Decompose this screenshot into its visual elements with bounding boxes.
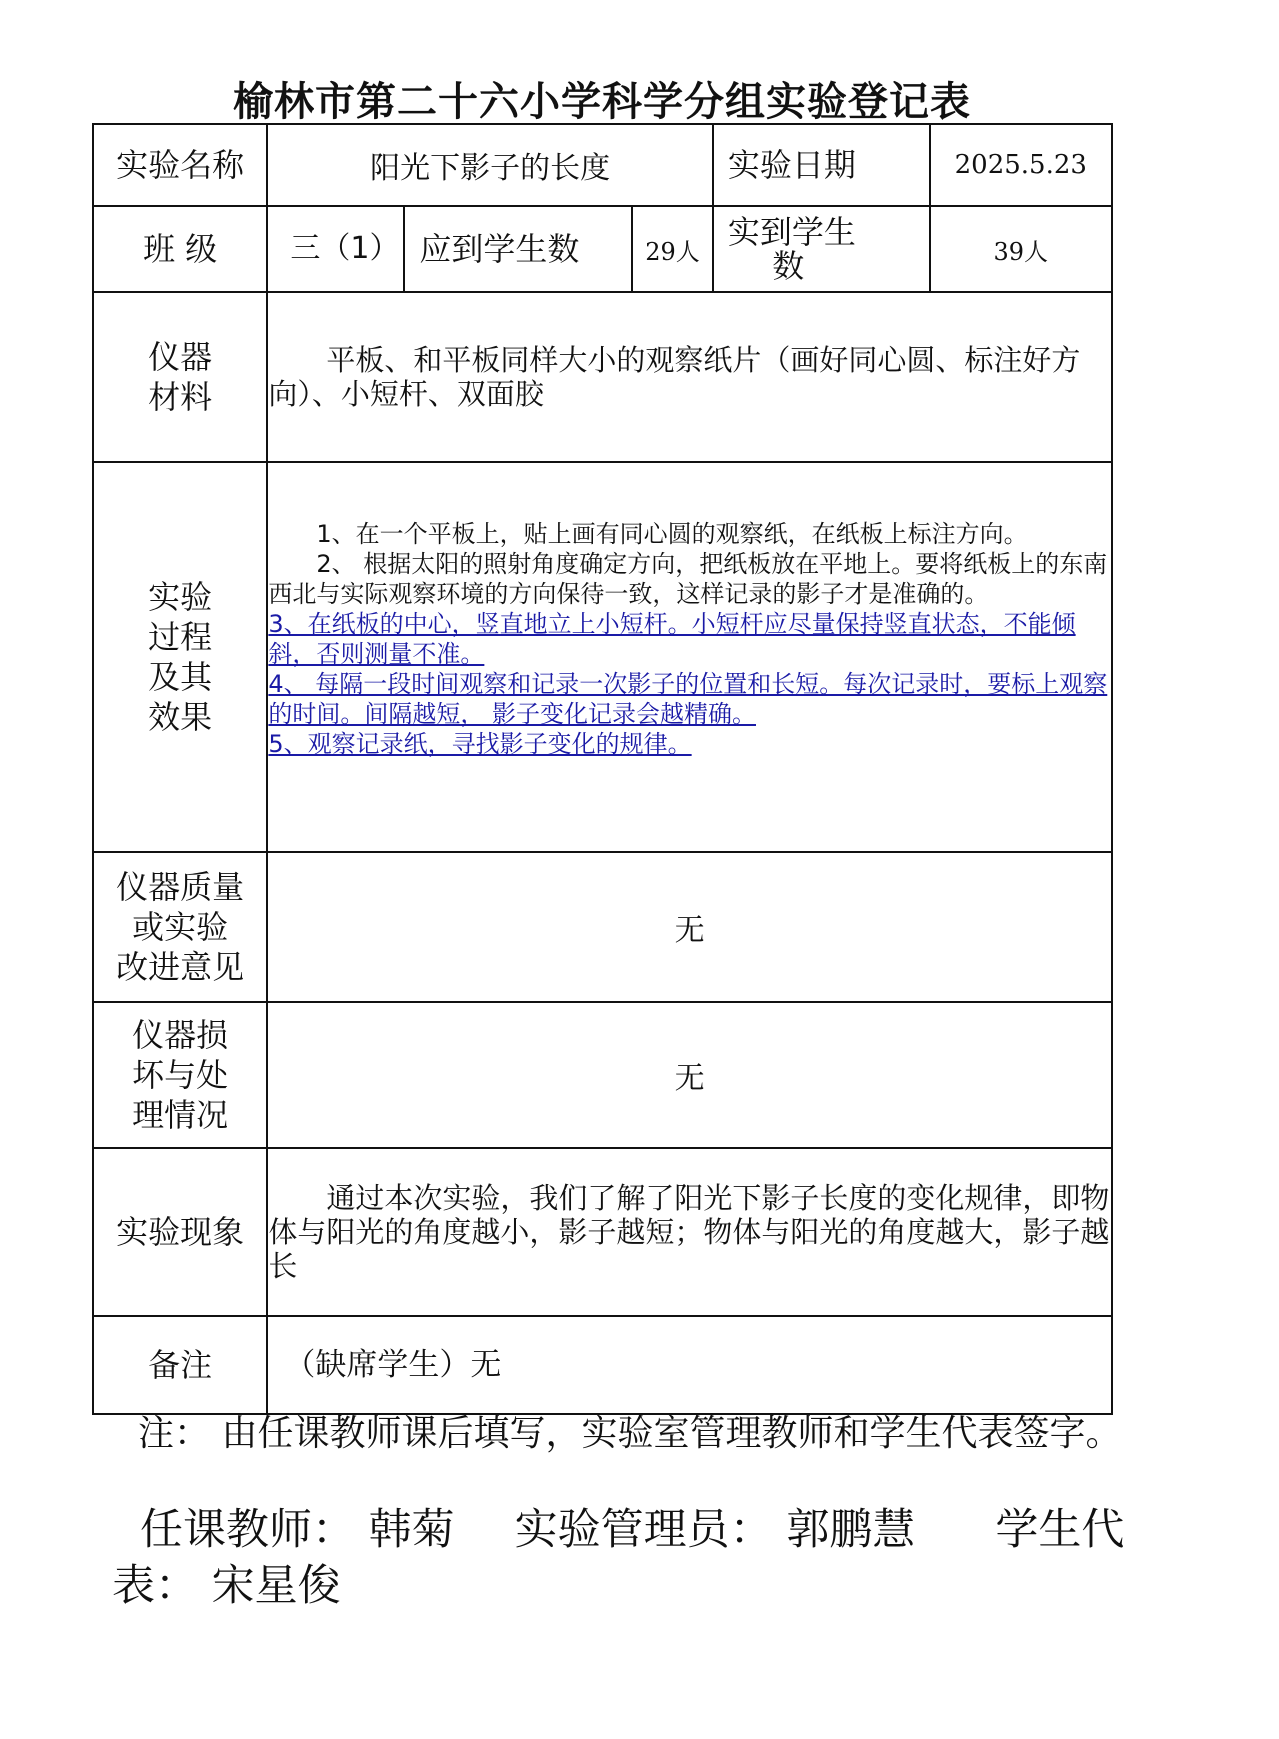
teacher-signature: 任课教师： 韩菊 — [140, 1505, 455, 1555]
experiment-record-table — [92, 123, 1113, 1415]
process-steps — [267, 462, 1112, 852]
quality-value: 无 — [267, 852, 1112, 1002]
row-class — [93, 206, 1112, 292]
experiment-date-label: 实验日期 — [713, 124, 930, 206]
row-damage — [93, 1002, 1112, 1148]
process-step: 2、 根据太阳的照射角度确定方向，把纸板放在平地上。要将纸板上的东南西北与实际观察环境的方向保待一致，这样记录的影子才是准确的。 — [268, 550, 1108, 608]
phenomenon-label: 实验现象 — [93, 1148, 267, 1316]
row-phenomenon — [93, 1148, 1112, 1316]
class-label: 班 级 — [93, 206, 267, 292]
process-step: 4、 每隔一段时间观察和记录一次影子的位置和长短。每次记录时，要标上观察的时间。间隔越短， 影子变化记录会越精确。 — [268, 670, 1108, 728]
quality-label: 仪器质量 或实验 改进意见 — [93, 852, 267, 1002]
row-remarks — [93, 1316, 1112, 1414]
process-step: 5、观察记录纸，寻找影子变化的规律。 — [268, 730, 692, 758]
expected-students-label: 应到学生数 — [404, 206, 632, 292]
actual-students-label: 实到学生 数 — [713, 206, 930, 292]
damage-label: 仪器损 坏与处 理情况 — [93, 1002, 267, 1148]
process-step: 1、在一个平板上，贴上画有同心圆的观察纸，在纸板上标注方向。 — [316, 520, 1028, 548]
actual-students-value: 39人 — [930, 206, 1112, 292]
admin-signature: 实验管理员： 郭鹏慧 — [514, 1505, 916, 1555]
row-quality — [93, 852, 1112, 1002]
damage-value: 无 — [267, 1002, 1112, 1148]
footer-note: 注： 由任课教师课后填写，实验室管理教师和学生代表签字。 — [138, 1413, 1122, 1454]
class-value: 三（1） — [267, 206, 404, 292]
form-title: 榆林市第二十六小学科学分组实验登记表 — [233, 79, 971, 125]
row-equipment — [93, 292, 1112, 462]
process-label: 实验 过程 及其 效果 — [93, 462, 267, 852]
signatures — [112, 1502, 1172, 1614]
row-experiment-name — [93, 124, 1112, 206]
experiment-date-value: 2025.5.23 — [930, 124, 1112, 206]
process-step: 3、在纸板的中心，竖直地立上小短杆。小短杆应尽量保持竖直状态，不能倾斜，否则测量不准。 — [268, 610, 1076, 668]
remarks-value: （缺席学生）无 — [267, 1316, 1112, 1414]
equipment-text: 平板、和平板同样大小的观察纸片（画好同心圆、标注好方向）、小短杆、双面胶 — [267, 292, 1112, 462]
remarks-label: 备注 — [93, 1316, 267, 1414]
experiment-name-label: 实验名称 — [93, 124, 267, 206]
expected-students-value: 29人 — [632, 206, 713, 292]
equipment-label: 仪器 材料 — [93, 292, 267, 462]
experiment-name-value: 阳光下影子的长度 — [267, 124, 713, 206]
phenomenon-text: 通过本次实验，我们了解了阳光下影子长度的变化规律，即物体与阳光的角度越小，影子越短；物体与阳光的角度越大，影子越长 — [267, 1148, 1112, 1316]
student-representative-signature: 学生代表： 宋星俊 — [112, 1505, 1125, 1611]
row-process — [93, 462, 1112, 852]
